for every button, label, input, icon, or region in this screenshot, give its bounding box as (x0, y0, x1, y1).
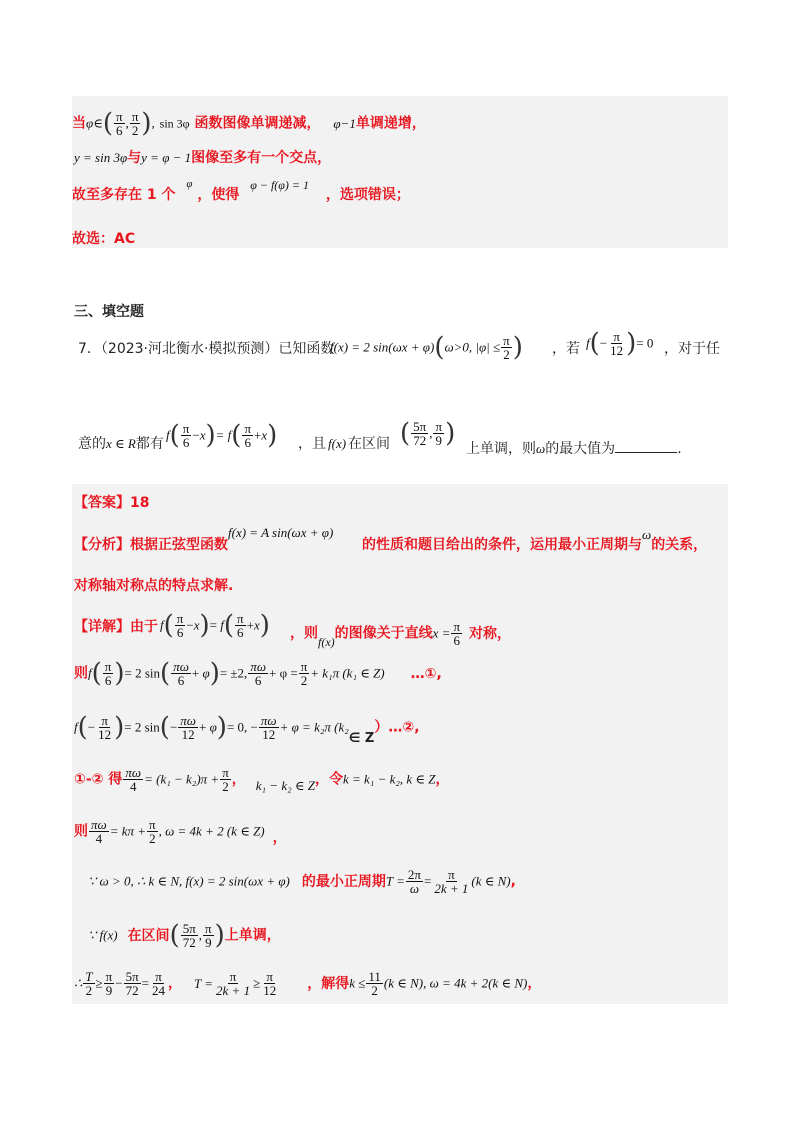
question-7-interval: ，且 f(x) 在区间 (298, 436, 391, 452)
analysis-line-1b: 的性质和题目给出的条件，运用最小正周期与ω的关系， (362, 527, 708, 553)
analysis-line-1: 【分析】根据正弦型函数 (74, 537, 228, 553)
question-7-condition: ，若 (552, 341, 580, 357)
detail-line-1b: ，则f(x)的图像关于直线x = $\frac{\pi}{6}$ 对称， (290, 619, 512, 649)
question-7-interval-value: ( $\frac{5\pi}{72}$ , $\frac{\pi}{9}$ ) (400, 418, 456, 449)
equation-7: ∴ $\frac{T}{2}$ ≥ $\frac{\pi}{9}$ − $\frac{5\pi}{72}$ = $\frac{\pi}{24}$ ， T = $\frac{\pi}{2k + 1}$ ≥ $\frac{\pi}{12}$ ，解得k ≤ $\frac{11}{2}$ (k ∈ N), ω = 4k + 2(k ∈ N)， (74, 969, 542, 998)
equation-6: ∵ f(x) 在区间( $\frac{5\pi}{72}$ , $\frac{\pi}{9}$ )上单调， (88, 920, 281, 951)
question-7-function: f(x) = 2 sin(ωx + φ)(ω>0, |φ| ≤ $\frac{\pi}{2}$ ) (330, 332, 523, 363)
analysis-formula: f(x) = A sin(ωx + φ) (228, 525, 334, 540)
solution-line-3: 故至多存在 1 个 $^\varphi$ ，使得 φ − f(φ) = 1 ，选项错误； (72, 178, 410, 203)
question-7-ask: 上单调，则ω的最大值为 . (466, 441, 682, 457)
question-7-tail: ，对于任 (664, 341, 720, 357)
question-7-f-neg: f(− $\frac{\pi}{12}$ )= 0 (586, 328, 654, 359)
question-7-line-1: 7．（2023·河北衡水·模拟预测）已知函数 (78, 341, 335, 357)
equation-2: f(− $\frac{\pi}{12}$ )= 2 sin(− $\frac{\pi\omega}{12}$ + φ)= 0, − $\frac{\pi\omega}{12}$ + φ = k₂π (k₂∈ Z）…②, (74, 712, 420, 746)
solution-line-2: y = sin 3φ与y = φ − 1图像至多有一个交点， (74, 150, 332, 166)
solution-answer-choice: 故选：AC (72, 231, 136, 247)
analysis-line-2: 对称轴对称点的特点求解. (74, 578, 234, 594)
equation-4: 则 $\frac{\pi\omega}{4}$ = kπ + $\frac{\pi}{2}$ , ω = 4k + 2 (k ∈ Z) ， (74, 817, 287, 846)
section-title: 三、填空题 (74, 304, 144, 320)
equation-5: ∵ ω > 0, ∴ k ∈ N, f(x) = 2 sin(ωx + φ) 的最小正周期T = $\frac{2\pi}{\omega}$ = $\frac{\pi}{2k + 1}$ (k ∈ N), (88, 867, 516, 896)
question-7-line-2: 意的x ∈ R都有 (78, 436, 164, 452)
detail-line-1: 【详解】由于 (74, 619, 158, 635)
answer-blank[interactable] (615, 440, 677, 453)
equation-1: 则f( $\frac{\pi}{6}$ )= 2 sin( $\frac{\pi\omega}{6}$ + φ)= ±2, $\frac{\pi\omega}{6}$ + φ = $\frac{\pi}{2}$ + k₁π (k₁ ∈ Z) …①, (74, 658, 442, 689)
detail-symmetry: f( $\frac{\pi}{6}$ −x)= f( $\frac{\pi}{6}$ +x) (160, 610, 270, 641)
question-7-symmetry: f( $\frac{\pi}{6}$ −x)= f( $\frac{\pi}{6}$ +x) (166, 420, 278, 451)
equation-3: ①-② 得 $\frac{\pi\omega}{4}$ = (k₁ − k₂)π + $\frac{\pi}{2}$ ， k₁ − k₂ ∈ Z，令k = k₁ − k₂, k ∈ Z， (74, 765, 450, 794)
answer-value: 【答案】18 (74, 495, 150, 511)
solution-line-1: 当φ∈( $\frac{\pi}{6}$ , $\frac{\pi}{2}$ ), sin 3φ 函数图像单调递减， φ−1单调递增， (72, 108, 426, 139)
